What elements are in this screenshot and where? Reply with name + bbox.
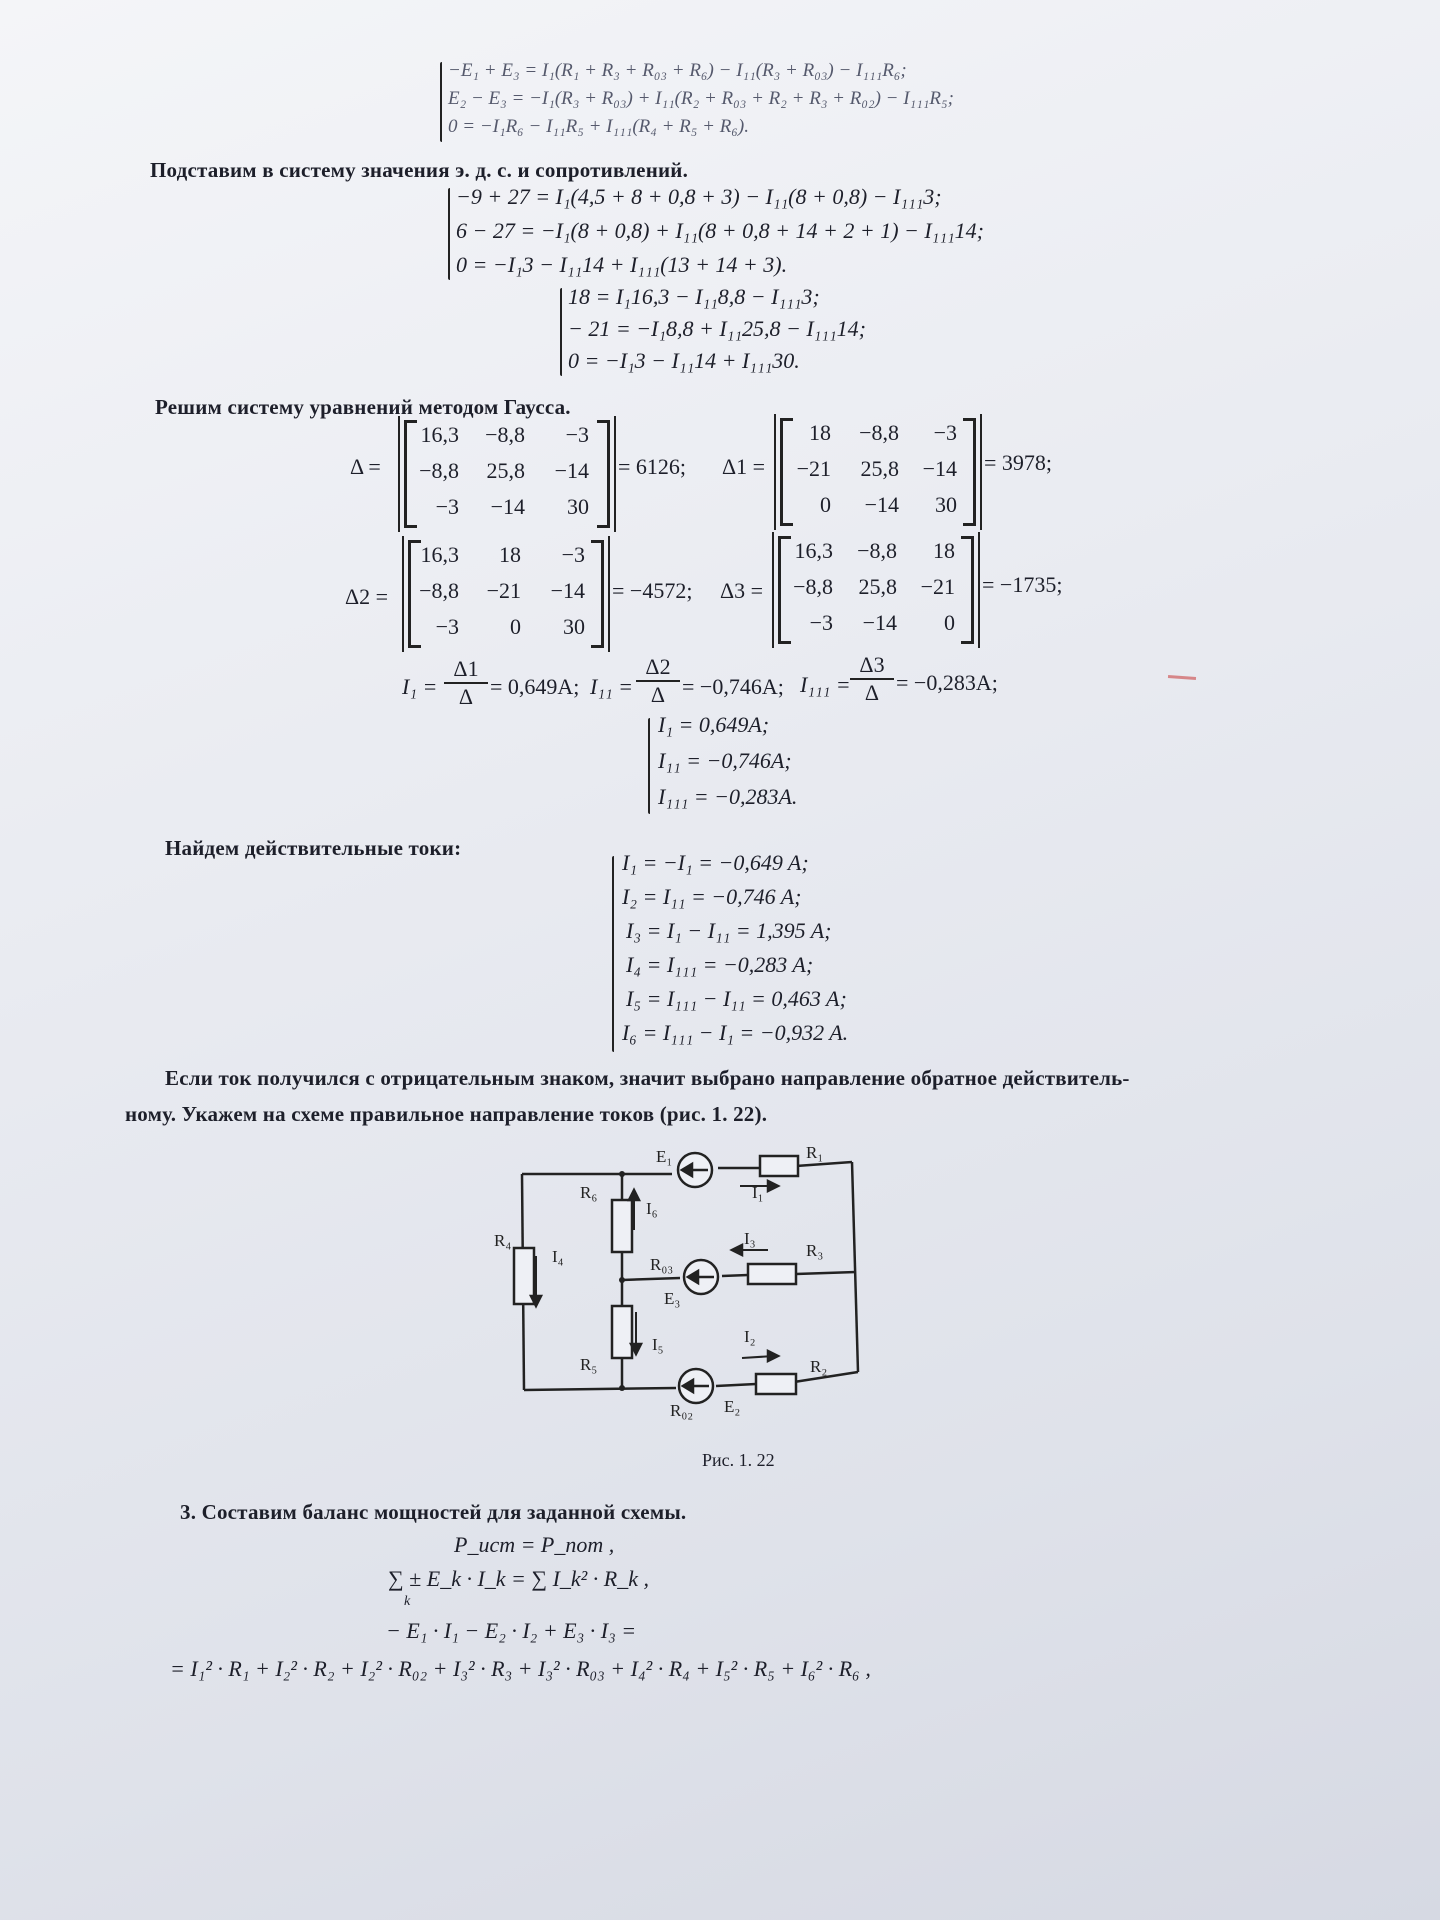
det-result: = −1735; bbox=[982, 572, 1063, 597]
section-heading: 3. Составим баланс мощностей для заданной схемы. bbox=[180, 1500, 687, 1524]
equation-line: −9 + 27 = I₁(4,5 + 8 + 0,8 + 3) − I₁₁(8 + 0,8) − I₁₁₁3; bbox=[456, 184, 942, 209]
power-equation: − E₁ · I₁ − E₂ · I₂ + E₃ · I₃ = bbox=[386, 1618, 637, 1643]
equation-line: I₃ = I₁ − I₁₁ = 1,395 A; bbox=[626, 918, 832, 943]
paragraph-text: Найдем действительные токи: bbox=[165, 836, 462, 860]
paragraph-text: Если ток получился с отрицательным знаком, значит выбрано направление обратное действитель- bbox=[165, 1066, 1130, 1090]
sum-index: k bbox=[404, 1594, 411, 1609]
label-i4: I₄ bbox=[552, 1247, 564, 1266]
paragraph-text: Подставим в систему значения э. д. с. и сопротивлений. bbox=[150, 158, 689, 182]
fraction: $\frac{\Delta 1}{\Delta}$ bbox=[444, 656, 488, 710]
equation-line: I₁ = 0,649A; bbox=[658, 712, 770, 737]
matrix-delta1: 18 −8,8 −3 −21 25,8 −14 0 −14 30 bbox=[780, 418, 976, 526]
paragraph-text: ному. Укажем на схеме правильное направление токов (рис. 1. 22). bbox=[125, 1102, 768, 1126]
label-r02: R₀₂ bbox=[670, 1401, 694, 1420]
equation-line: I₆ = I₁₁₁ − I₁ = −0,932 A. bbox=[622, 1020, 849, 1045]
det-label: Δ3 = bbox=[720, 578, 764, 603]
fraction: $\frac{\Delta 2}{\Delta}$ bbox=[636, 654, 680, 708]
label-r5: R₅ bbox=[580, 1355, 598, 1374]
resistor-r6 bbox=[612, 1200, 632, 1252]
label-r4: R₄ bbox=[494, 1231, 512, 1250]
power-equation: = I₁² · R₁ + I₂² · R₂ + I₂² · R₀₂ + I₃² · R₃ + I₃² · R₀₃ + I₄² · R₄ + I₅² · R₅ + I₆² · R₆ , bbox=[170, 1656, 871, 1681]
current-lhs: I₁ = bbox=[402, 674, 438, 699]
label-r1: R₁ bbox=[806, 1143, 824, 1162]
equation-line: 0 = −I₁3 − I₁₁14 + I₁₁₁(13 + 14 + 3). bbox=[456, 252, 788, 277]
label-i1: I₁ bbox=[752, 1183, 764, 1202]
det-label: Δ1 = bbox=[722, 454, 766, 479]
figure-caption: Рис. 1. 22 bbox=[702, 1450, 775, 1470]
equation-line: 6 − 27 = −I₁(8 + 0,8) + I₁₁(8 + 0,8 + 14 + 2 + 1) − I₁₁₁14; bbox=[456, 218, 984, 243]
det-result: = 3978; bbox=[984, 450, 1053, 475]
matrix-delta: 16,3 −8,8 −3 −8,8 25,8 −14 −3 −14 30 bbox=[404, 420, 610, 528]
power-equation: P_ист = P_пот , bbox=[454, 1532, 615, 1557]
label-i6: I₆ bbox=[646, 1199, 658, 1218]
label-r6: R₆ bbox=[580, 1183, 598, 1202]
equation-line: I₄ = I₁₁₁ = −0,283 A; bbox=[626, 952, 814, 977]
current-rhs: = −0,746A; bbox=[682, 674, 784, 699]
matrix-delta2: 16,3 18 −3 −8,8 −21 −14 −3 0 30 bbox=[408, 540, 604, 648]
det-result: = −4572; bbox=[612, 578, 693, 603]
det-result: = 6126; bbox=[618, 454, 687, 479]
equation-line: −E₁ + E₃ = I₁(R₁ + R₃ + R₀₃ + R₆) − I₁₁(R₃ + R₀₃) − I₁₁₁R₆; bbox=[448, 60, 907, 81]
label-e2: E₂ bbox=[724, 1397, 741, 1416]
resistor-r2 bbox=[756, 1374, 796, 1394]
det-label: Δ2 = bbox=[345, 584, 389, 609]
resistor-r3 bbox=[748, 1264, 796, 1284]
label-r2: R₂ bbox=[810, 1357, 828, 1376]
current-rhs: = −0,283A; bbox=[896, 670, 998, 695]
fraction: $\frac{\Delta 3}{\Delta}$ bbox=[850, 652, 894, 706]
paragraph-text: Решим систему уравнений методом Гаусса. bbox=[155, 395, 571, 419]
equation-line: I₂ = I₁₁ = −0,746 A; bbox=[622, 884, 802, 909]
equation-line: 18 = I₁16,3 − I₁₁8,8 − I₁₁₁3; bbox=[568, 284, 820, 309]
equation-line: E₂ − E₃ = −I₁(R₃ + R₀₃) + I₁₁(R₂ + R₀₃ + R₂ + R₃ + R₀₂) − I₁₁₁R₅; bbox=[448, 88, 954, 109]
equation-line: I₁₁ = −0,746A; bbox=[658, 748, 792, 773]
label-r3: R₃ bbox=[806, 1241, 824, 1260]
equation-line: 0 = −I₁R₆ − I₁₁R₅ + I₁₁₁(R₄ + R₅ + R₆). bbox=[448, 116, 750, 137]
label-i5: I₅ bbox=[652, 1335, 664, 1354]
label-r03: R₀₃ bbox=[650, 1255, 674, 1274]
resistor-r1 bbox=[760, 1156, 798, 1176]
equation-line: I₅ = I₁₁₁ − I₁₁ = 0,463 A; bbox=[626, 986, 847, 1011]
label-i2: I₂ bbox=[744, 1327, 756, 1346]
current-rhs: = 0,649A; bbox=[490, 674, 580, 699]
current-lhs: I₁₁₁ = bbox=[800, 672, 851, 697]
equation-line: I₁ = −I₁ = −0,649 A; bbox=[622, 850, 809, 875]
current-lhs: I₁₁ = bbox=[590, 674, 633, 699]
matrix-delta3: 16,3 −8,8 18 −8,8 25,8 −21 −3 −14 0 bbox=[778, 536, 974, 644]
label-e3: E₃ bbox=[664, 1289, 681, 1308]
label-e1: E₁ bbox=[656, 1147, 673, 1166]
resistor-r5 bbox=[612, 1306, 632, 1358]
equation-line: 0 = −I₁3 − I₁₁14 + I₁₁₁30. bbox=[568, 348, 800, 373]
equation-line: − 21 = −I₁8,8 + I₁₁25,8 − I₁₁₁14; bbox=[568, 316, 866, 341]
power-equation: ∑ ± E_k · I_k = ∑ I_k² · R_k , bbox=[388, 1566, 649, 1591]
label-i3: I₃ bbox=[744, 1229, 756, 1248]
equation-line: I₁₁₁ = −0,283A. bbox=[658, 784, 798, 809]
det-label: Δ = bbox=[350, 454, 381, 479]
